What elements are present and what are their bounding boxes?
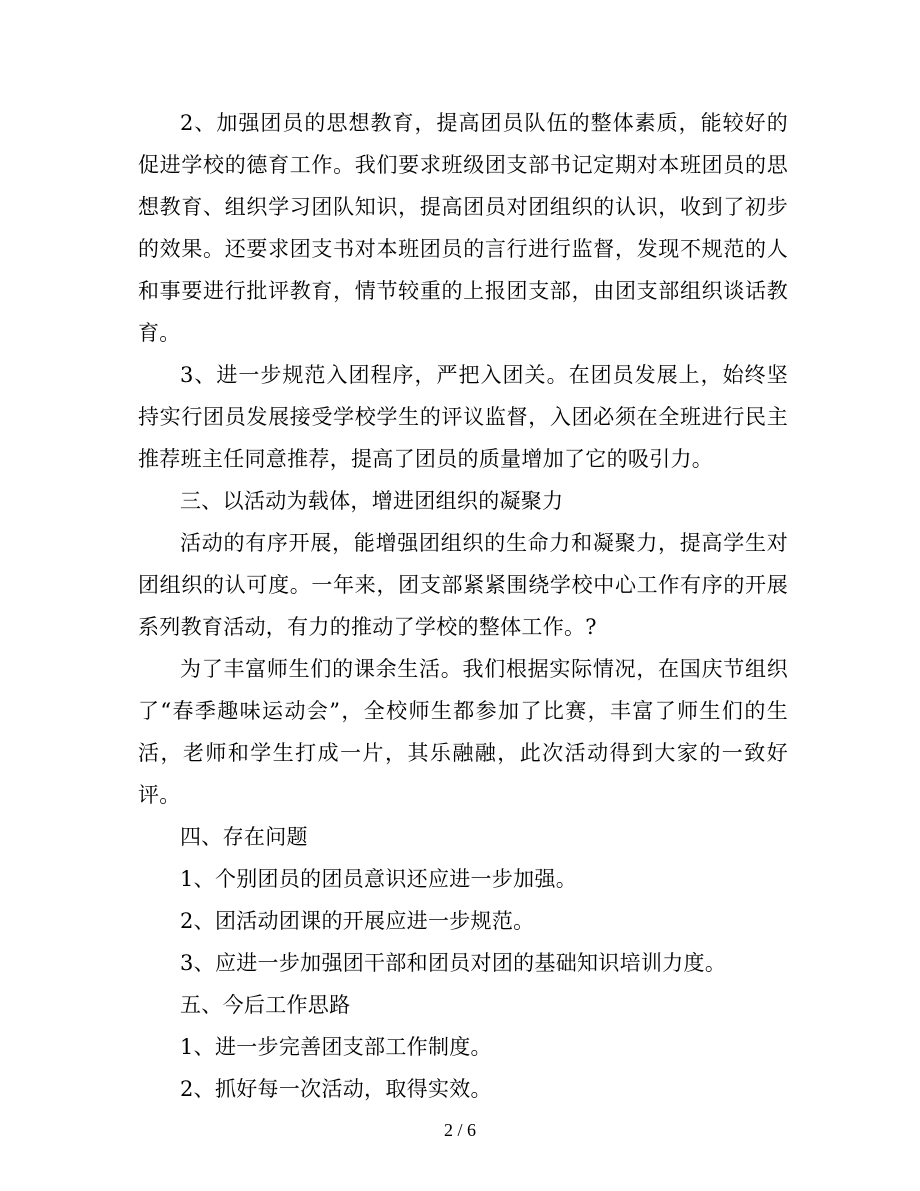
section-heading-problems: 四、存在问题	[180, 825, 308, 849]
section-heading-activities: 三、以活动为载体，增进团组织的凝聚力	[180, 489, 564, 513]
document-body	[138, 102, 788, 1110]
section-heading-future-plans: 五、今后工作思路	[180, 993, 351, 1017]
list-item-plan-1: 1、进一步完善团支部工作制度。	[180, 1035, 492, 1059]
paragraph-membership-education: 2、加强团员的思想教育，提高团员队伍的整体素质，能较好的促进学校的德育工作。我们要求班级团支部书记定期对本班团员的思想教育、组织学习团队知识，提高团员对团组织的认识，收到了初步的效果。还要求团支书对本班团员的言行进行监督，发现不规范的人和事要进行批评教育，情节较重的上报团支部，由团支部组织谈话教育。	[138, 111, 788, 345]
list-item-problem-3: 3、应进一步加强团干部和团员对团的基础知识培训力度。	[180, 951, 727, 975]
list-item-plan-2: 2、抓好每一次活动，取得实效。	[180, 1077, 492, 1101]
paragraph-admission-procedure: 3、进一步规范入团程序，严把入团关。在团员发展上，始终坚持实行团员发展接受学校学生的评议监督，入团必须在全班进行民主推荐班主任同意推荐，提高了团员的质量增加了它的吸引力。	[138, 363, 788, 471]
list-item-problem-2: 2、团活动团课的开展应进一步规范。	[180, 909, 535, 933]
paragraph-sports-meeting: 为了丰富师生们的课余生活。我们根据实际情况，在国庆节组织了“春季趣味运动会”，全校师生都参加了比赛，丰富了师生们的生活，老师和学生打成一片，其乐融融，此次活动得到大家的一致好评。	[138, 657, 788, 807]
page-number: 2 / 6	[443, 1120, 476, 1140]
list-item-problem-1: 1、个别团员的团员意识还应进一步加强。	[180, 867, 578, 891]
paragraph-activities-overview: 活动的有序开展，能增强团组织的生命力和凝聚力，提高学生对团组织的认可度。一年来，团支部紧紧围绕学校中心工作有序的开展系列教育活动，有力的推动了学校的整体工作。?	[138, 531, 788, 639]
